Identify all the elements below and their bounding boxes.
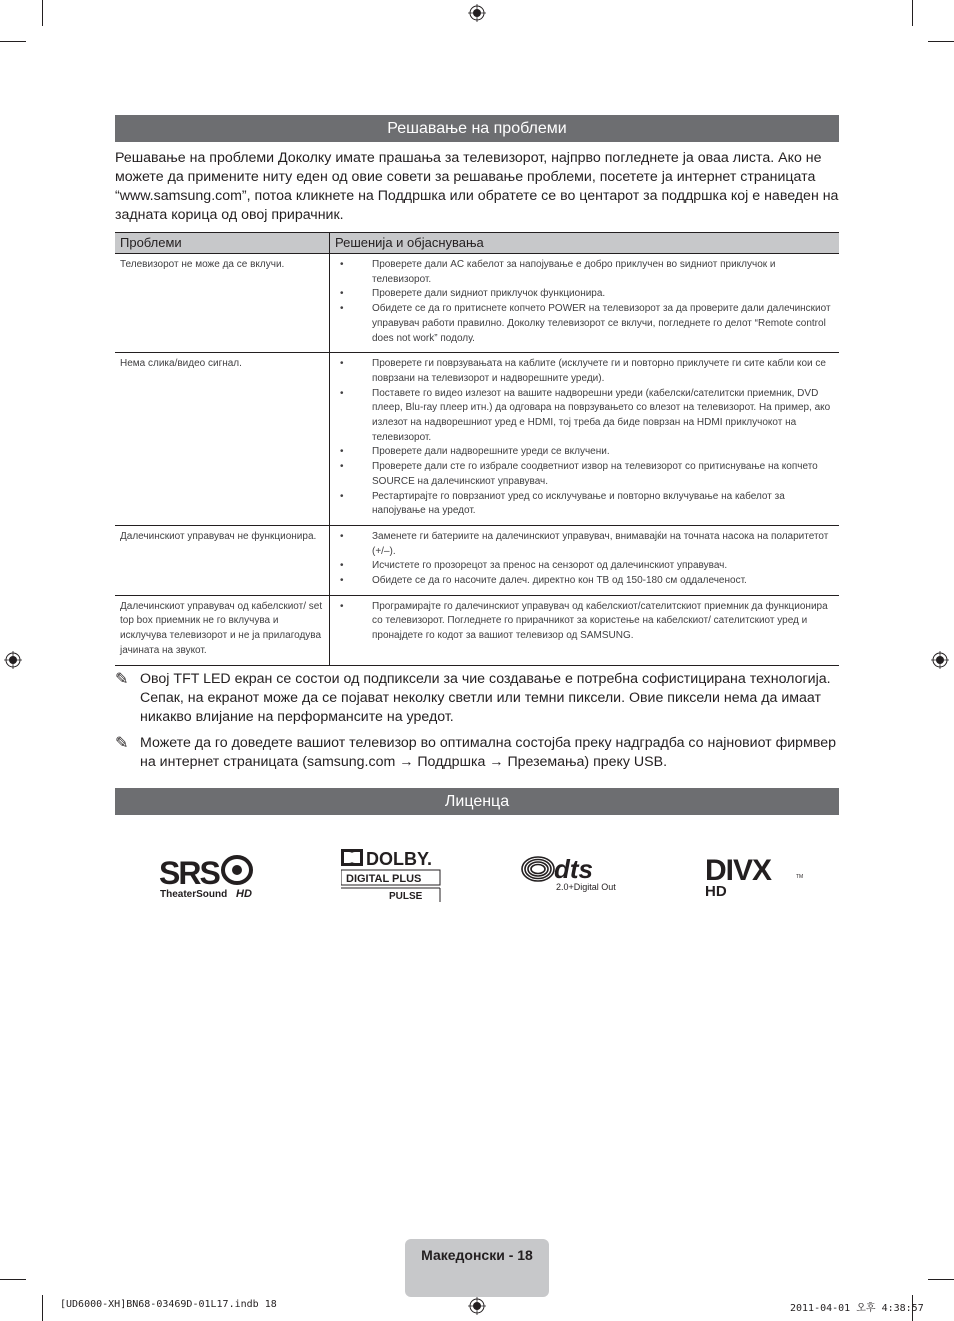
crop-mark <box>928 1279 954 1280</box>
section-title-license: Лиценца <box>115 788 839 815</box>
note-text: Овој TFT LED екран се состои од подпиксели за чие создавање е потребна софистицирана технологија. Сепак, на екранот може да се појават неколку светли или темни пиксели. Овие пиксели нема да имаат никакво влијание на перформансите на уредот. <box>140 671 831 725</box>
pencil-note-icon: ✎ <box>115 671 129 688</box>
solution-item: • Заменете ги батериите на далечинскиот управувач, внимавајќи на точната насока на поларитетот (+/–). <box>340 530 833 559</box>
srs-hd-mark: HD <box>236 888 252 900</box>
dts-swirl-icon <box>522 857 554 881</box>
note-item <box>115 734 843 772</box>
page-number-tab <box>405 1239 549 1297</box>
intro-paragraph: Решавање на проблеми Доколку имате прашања за телевизорот, најпрво погледнете ја оваа листа. Ако не можете да примените ниту еден од овие совети за решавање проблеми, посетете ја интернет страницата “www.samsung.com”, потоа кликнете на Поддршка или обратете се во центарот за поддршка кој е наведен на задната корица од овој прирачник. <box>115 150 839 223</box>
divx-wordmark: DIVX <box>705 854 772 887</box>
divx-hd-logo <box>705 852 805 900</box>
note-item <box>115 670 843 727</box>
table-row <box>115 353 839 526</box>
divx-trademark: TM <box>796 874 804 880</box>
srs-subtitle: TheaterSound <box>160 889 228 900</box>
problem-cell: Нема слика/видео сигнал. <box>115 353 330 526</box>
troubleshooting-table <box>115 232 839 666</box>
solution-item: • Проверете дали ѕидниот приклучок функционира. <box>340 287 833 302</box>
solution-cell <box>330 595 840 665</box>
dts-subtitle: 2.0+Digital Out <box>556 882 616 892</box>
page-label: Македонски - 18 <box>421 1247 533 1263</box>
dolby-digital-plus-pulse-logo <box>341 848 445 902</box>
registration-mark-icon <box>468 1297 486 1315</box>
problem-cell: Далечинскиот управувач не функционира. <box>115 525 330 595</box>
solution-item: • Проверете дали надворешните уреди се вклучени. <box>340 445 833 460</box>
crop-mark <box>0 1279 26 1280</box>
srs-circle-dot <box>232 865 242 875</box>
table-row <box>115 595 839 665</box>
registration-mark-icon <box>4 651 22 669</box>
registration-mark-icon <box>468 4 486 22</box>
srs-wordmark: SRS <box>159 855 219 891</box>
solution-item: • Програмирајте го далечинскиот управувач од кабелскиот/сателитскиот приемник да функционира со телевизорот. Погледнете го прирачникот за користење на кабелскиот/ сателитскиот уред и пронајдете го кодот за вашиот телевизор од SAMSUNG. <box>340 600 833 644</box>
crop-mark <box>42 0 43 26</box>
dts-wordmark: dts <box>554 854 593 884</box>
pencil-note-icon: ✎ <box>115 735 129 752</box>
dolby-digital-plus-text: DIGITAL PLUS <box>346 873 422 885</box>
crop-mark <box>928 41 954 42</box>
dts-digital-out-logo <box>520 854 630 894</box>
problem-cell: Телевизорот не може да се вклучи. <box>115 254 330 353</box>
column-header-solutions: Решенија и објаснувања <box>330 233 840 254</box>
solution-item: • Рестартирајте го поврзаниот уред со исклучување и повторно вклучување на кабелот за напојување на уредот. <box>340 490 833 519</box>
registration-mark-icon <box>931 651 949 669</box>
section-title-troubleshooting: Решавање на проблеми <box>115 115 839 142</box>
solution-item: • Обидете се да го притиснете копчето POWER на телевизорот за да проверите дали далечинскиот управувач работи правилно. Доколку телевизорот се вклучи, погледнете го делот “Remote control does not work” подолу. <box>340 302 833 346</box>
table-header-row <box>115 233 839 254</box>
dolby-wordmark: DOLBY. <box>366 849 433 869</box>
column-header-problems: Проблеми <box>115 233 330 254</box>
solution-cell <box>330 525 840 595</box>
table-row <box>115 525 839 595</box>
license-logos <box>115 840 839 910</box>
table-row <box>115 254 839 353</box>
dolby-pulse-text: PULSE <box>389 891 423 902</box>
notes-section <box>115 670 843 779</box>
note-text: Можете да го доведете вашиот телевизор во оптимална состојба преку надградба со најновиот фирмвер на интернет страницата (samsung.com → Поддршка → Преземања) преку USB. <box>140 735 836 770</box>
footer-datetime: 2011-04-01 오후 4:38:57 <box>790 1303 924 1314</box>
solution-cell <box>330 353 840 526</box>
solution-cell <box>330 254 840 353</box>
crop-mark <box>42 1295 43 1321</box>
solution-item: • Проверете дали AC кабелот за напојување е добро приклучен во ѕидниот приклучок и телевизорот. <box>340 258 833 287</box>
crop-mark <box>912 0 913 26</box>
solution-item: • Обидете се да го насочите далеч. директно кон ТВ од 150-180 см оддалеченост. <box>340 574 833 589</box>
crop-mark <box>0 41 26 42</box>
divx-hd-mark: HD <box>705 883 727 900</box>
solution-item: • Исчистете го прозорецот за пренос на сензорот од далечинскиот управувач. <box>340 559 833 574</box>
solution-item: • Проверете дали сте го избрале соодветниот извор на телевизорот со притиснување на копчето SOURCE на далечинскиот управувач. <box>340 460 833 489</box>
problem-cell: Далечинскиот управувач од кабелскиот/ set top box приемник не го вклучува и исклучува телевизорот и не ја прилагодува јачината на звукот. <box>115 595 330 665</box>
srs-theatersound-hd-logo <box>159 852 263 900</box>
footer-file-info: [UD6000-XH]BN68-03469D-01L17.indb 18 <box>60 1299 277 1310</box>
solution-item: • Проверете ги поврзувањата на каблите (исклучете ги и повторно приклучете ги сите кабли кои се поврзани на телевизорот и надворешните уреди). <box>340 357 833 386</box>
solution-item: • Поставете го видео излезот на вашите надворешни уреди (кабелски/сателитски приемник, DVD плеер, Blu-ray плеер итн.) да одговара на поврзувањето со влезот на телевизорот. На пример, ако излезот на надворешниот уред е HDMI, тој треба да биде поврзан на HDMI приклучокот на телевизорот. <box>340 387 833 446</box>
